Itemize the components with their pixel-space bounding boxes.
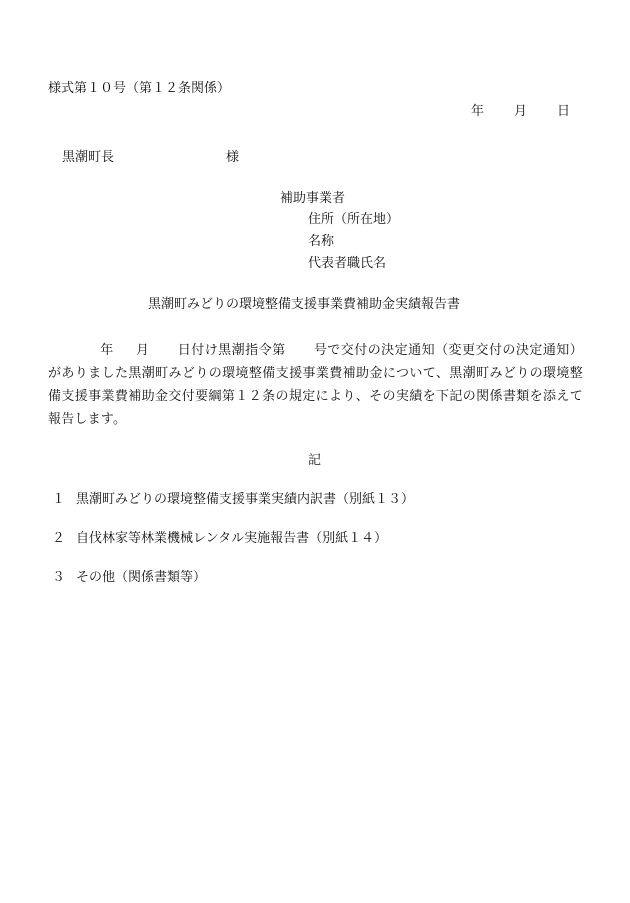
list-item-number: ３ xyxy=(52,570,66,585)
body-paragraph xyxy=(48,339,583,431)
form-number: 様式第１０号（第１２条関係） xyxy=(48,81,231,96)
body-month: 月 xyxy=(135,343,150,358)
date-line xyxy=(471,104,570,120)
ki-heading: 記 xyxy=(308,453,322,468)
list-item-text: 黒潮町みどりの環境整備支援事業実績内訳書（別紙１３） xyxy=(76,492,415,507)
list-item-text: その他（関係書類等） xyxy=(76,570,207,585)
list-item-number: １ xyxy=(52,492,66,507)
applicant-representative-label: 代表者職氏名 xyxy=(308,256,387,271)
date-month: 月 xyxy=(514,104,528,119)
document-title: 黒潮町みどりの環境整備支援事業費補助金実績報告書 xyxy=(148,297,461,312)
date-year: 年 xyxy=(471,104,485,119)
applicant-name-label: 名称 xyxy=(308,234,335,249)
body-day-issue: 日付け黒潮指令第 xyxy=(177,343,286,358)
list-item-number: ２ xyxy=(52,531,66,546)
date-day: 日 xyxy=(557,104,571,119)
body-text: 号で交付の決定通知（変更交付の決定通知）がありました黒潮町みどりの環境整備支援事業費補助金について、黒潮町みどりの環境整備支援事業費補助金交付要綱第１２条の規定により、その実績を下記の関係書類を添えて報告します。 xyxy=(48,343,583,427)
list-item xyxy=(52,531,387,547)
applicant-address-label: 住所（所在地） xyxy=(308,212,400,227)
addressee-name: 黒潮町長 xyxy=(62,150,115,165)
addressee xyxy=(62,150,239,166)
list-item-text: 自伐林家等林業機械レンタル実施報告書（別紙１４） xyxy=(76,531,388,546)
list-item xyxy=(52,570,206,586)
addressee-honorific: 様 xyxy=(226,150,240,165)
list-item xyxy=(52,492,414,508)
body-year: 年 xyxy=(100,343,114,358)
applicant-heading: 補助事業者 xyxy=(280,191,346,206)
